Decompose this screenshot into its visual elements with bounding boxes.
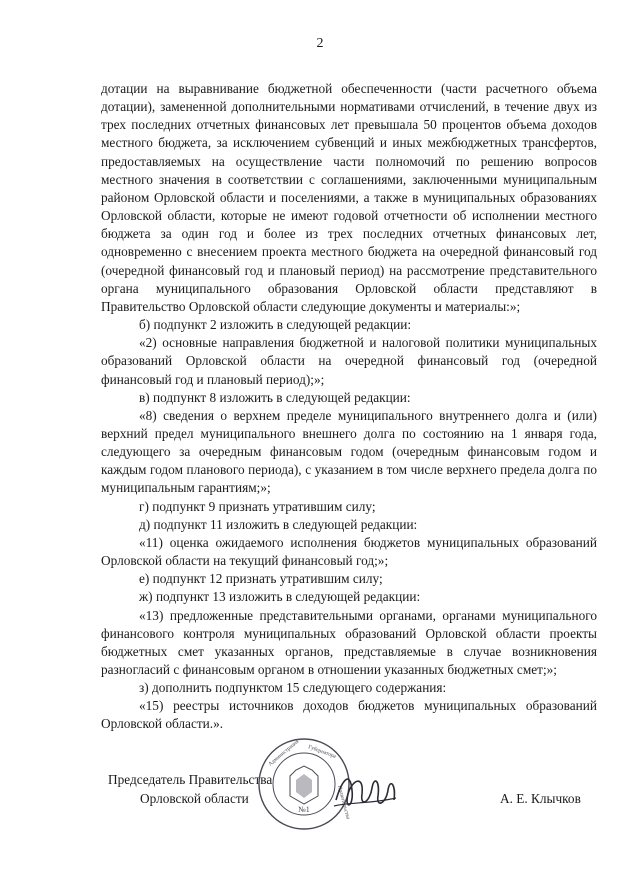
- paragraph-item-z: з) дополнить подпунктом 15 следующего содержания:: [139, 680, 447, 696]
- paragraph-quote-8: «8) сведения о верхнем пределе муниципального внутреннего долга и (или) верхний предел муниципального внешнего долга по состоянию на 1 января года, следующего за очередным финансовым годом (очередным финансовым годом и каждым годом планового периода), с указанием в том числе верхнего предела долга по муниципальным гарантиям;»;: [101, 407, 597, 496]
- paragraph-item-e: е) подпункт 12 признать утратившим силу;: [139, 571, 383, 587]
- paragraph-quote-2: «2) основные направления бюджетной и налоговой политики муниципальных образований Орловской области на очередной финансовый год (очередной финансовый год и плановый период);»;: [101, 335, 597, 387]
- paragraph-quote-11: «11) оценка ожидаемого исполнения бюджетов муниципальных образований Орловской области на текущий финансовый год;»;: [101, 534, 597, 569]
- paragraph-quote-13: «13) предложенные представительными органами, органами муниципального финансового контроля муниципальных образований Орловской области проекты бюджетных смет указанных органов, представляемые в случае возникновения разногласий с финансовым органом в отношении указанных бюджетных смет;»;: [101, 607, 597, 677]
- paragraph-continuation: дотации на выравнивание бюджетной обеспеченности (части расчетного объема дотации), замененной дополнительными нормативами отчислений, в течение двух из трех последних отчетных финансовых лет превышала 50 процентов объема доходов местного бюджета, за исключением субвенций и иных межбюджетных трансфертов, предоставляемых на осуществление части полномочий по решению вопросов местного значения в соответствии с соглашениями, заключенными муниципальным районом Орловской области и поселениями, а также в муниципальных образованиях Орловской области, которые не имеют годовой отчетности об исполнении местного бюджета за один год и более из трех последних отчетных финансовых лет, одновременно с внесением проекта местного бюджета на очередной финансовый год (очередной финансовый год и плановый период) на рассмотрение представительного органа муниципального образования Орловской области представляют в Правительство Орловской области следующие документы и материалы:»;: [101, 81, 597, 314]
- seal-number: №1: [298, 805, 310, 814]
- svg-text:Правительства: Правительства: [336, 784, 351, 820]
- signatory-title-line-1: Председатель Правительства: [108, 772, 273, 787]
- svg-text:Администрация: Администрация: [267, 738, 301, 768]
- handwritten-signature: [330, 760, 400, 820]
- paragraph-item-b: б) подпункт 2 изложить в следующей редакции:: [139, 317, 412, 333]
- page-number: 2: [316, 36, 324, 51]
- signatory-title-line-2: Орловской области: [140, 791, 249, 806]
- svg-text:Губернатора: Губернатора: [307, 744, 337, 760]
- paragraph-item-g: г) подпункт 9 признать утратившим силу;: [139, 498, 376, 514]
- paragraph-quote-15: «15) реестры источников доходов бюджетов муниципальных образований Орловской области.».: [101, 698, 597, 732]
- paragraph-item-zh: ж) подпункт 13 изложить в следующей редакции:: [139, 589, 421, 605]
- signatory-name: А. Е. Клычков: [500, 791, 581, 806]
- paragraph-item-v: в) подпункт 8 изложить в следующей редакции:: [139, 389, 411, 405]
- paragraph-item-d: д) подпункт 11 изложить в следующей редакции:: [139, 516, 418, 532]
